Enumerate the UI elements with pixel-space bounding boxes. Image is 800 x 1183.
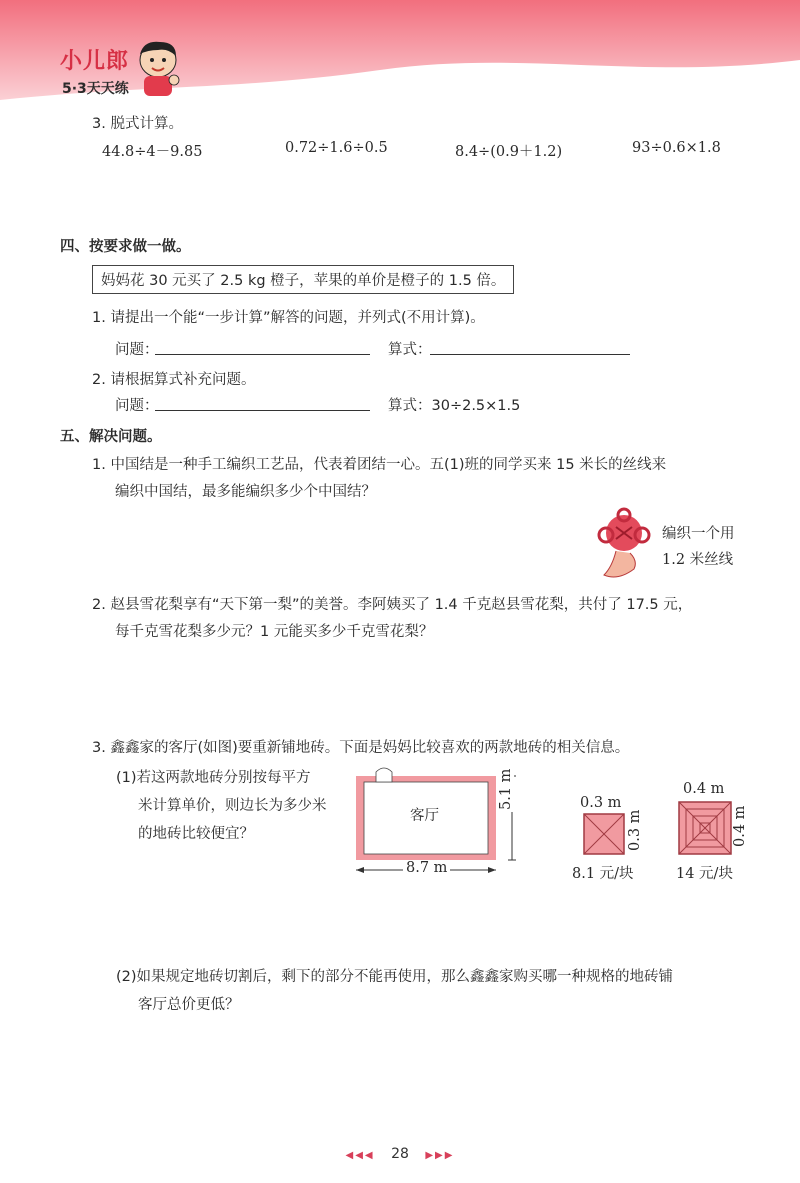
tile-b-price: 14 元/块	[676, 866, 733, 882]
problem-3-sub1-line-1: (1)若这两款地砖分别按每平方	[116, 770, 311, 786]
left-arrows-icon: ◀◀◀	[345, 1150, 375, 1161]
problem-3-sub2-line-2: 客厅总价更低？	[138, 997, 240, 1013]
room-height-label: 5.1 m	[498, 768, 514, 810]
problem-1-line-1: 1. 中国结是一种手工编织工艺品，代表着团结一心。五(1)班的同学买来 15 米长的丝线来	[92, 457, 667, 473]
tile-b-icon	[678, 801, 732, 855]
problem-3-sub2-line-1: (2)如果规定地砖切割后，剩下的部分不能再使用，那么鑫鑫家购买哪一种规格的地砖铺	[116, 969, 674, 985]
tile-b-side-top: 0.4 m	[683, 781, 725, 797]
page-number: 28	[391, 1146, 409, 1162]
logo-title: 小儿郎	[60, 49, 130, 74]
problem-3-sub1-line-2: 米计算单价，则边长为多少米	[138, 798, 327, 814]
knot-note-line-2: 1.2 米丝线	[662, 552, 734, 568]
logo-subtitle: 5·3天天练	[62, 81, 129, 97]
room-label: 客厅	[410, 808, 439, 824]
calc-expr-1: 44.8÷4－9.85	[102, 144, 203, 160]
calc-expr-3: 8.4÷(0.9＋1.2)	[455, 144, 563, 160]
problem-2-line-1: 2. 赵县雪花梨享有“天下第一梨”的美誉。李阿姨买了 1.4 千克赵县雪花梨，共付了 17.5 元，	[92, 597, 693, 613]
calc-title: 3. 脱式计算。	[92, 116, 183, 132]
q1-formula-label: 算式：	[388, 342, 432, 358]
knot-note-line-1: 编织一个用	[662, 526, 735, 542]
q1-problem-label: 问题：	[115, 342, 159, 358]
tile-a-price: 8.1 元/块	[572, 866, 634, 882]
calc-expr-4: 93÷0.6×1.8	[632, 140, 721, 156]
section-5-heading: 五、解决问题。	[60, 429, 162, 445]
problem-1-line-2: 编织中国结，最多能编织多少个中国结？	[115, 484, 376, 500]
chinese-knot-icon	[594, 507, 656, 585]
tile-a-side-right: 0.3 m	[627, 809, 643, 851]
problem-3-line-1: 3. 鑫鑫家的客厅(如图)要重新铺地砖。下面是妈妈比较喜欢的两款地砖的相关信息。	[92, 740, 630, 756]
q2-formula: 算式：30÷2.5×1.5	[388, 398, 521, 414]
q1-formula-answer-line[interactable]	[430, 354, 630, 355]
q2-problem-answer-line[interactable]	[155, 410, 370, 411]
problem-3-sub1-line-3: 的地砖比较便宜？	[138, 826, 254, 842]
tile-a-side-top: 0.3 m	[580, 795, 622, 811]
calc-expr-2: 0.72÷1.6÷0.5	[285, 140, 388, 156]
page-footer	[0, 1146, 800, 1162]
right-arrows-icon: ▶▶▶	[425, 1150, 455, 1161]
q2-prompt: 2. 请根据算式补充问题。	[92, 372, 256, 388]
q1-prompt: 1. 请提出一个能“一步计算”解答的问题，并列式(不用计算)。	[92, 310, 485, 326]
q1-problem-answer-line[interactable]	[155, 354, 370, 355]
section-4-heading: 四、按要求做一做。	[60, 239, 191, 255]
mascot-icon	[134, 38, 184, 100]
given-condition-box: 妈妈花 30 元买了 2.5 kg 橙子，苹果的单价是橙子的 1.5 倍。	[92, 265, 514, 294]
q2-problem-label: 问题：	[115, 398, 159, 414]
problem-2-line-2: 每千克雪花梨多少元？1 元能买多少千克雪花梨？	[115, 624, 434, 640]
tile-b-side-right: 0.4 m	[732, 805, 748, 847]
tile-a-icon	[583, 813, 625, 855]
room-width-label: 8.7 m	[403, 860, 450, 876]
